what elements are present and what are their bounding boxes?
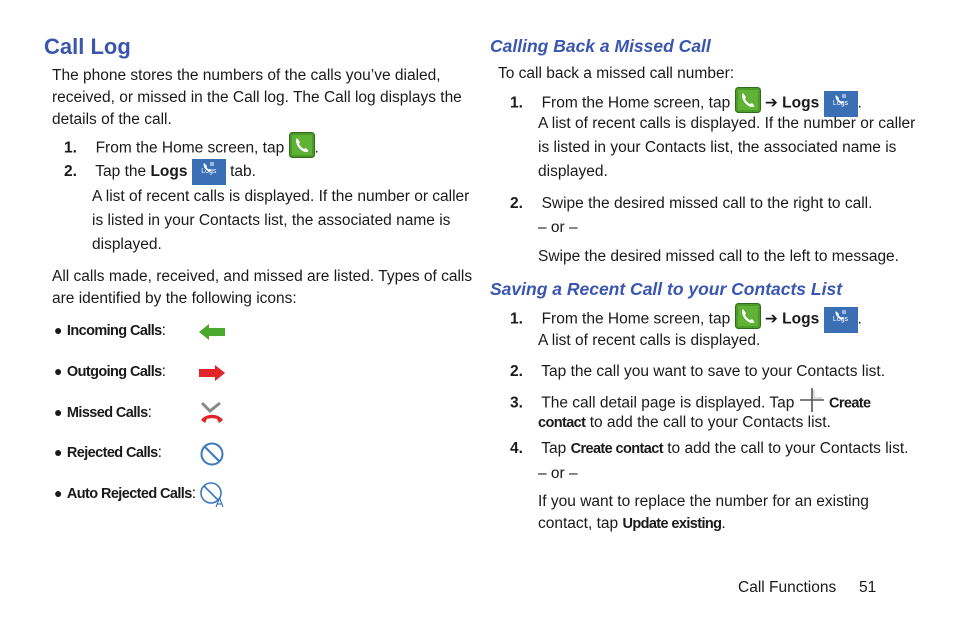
create-label: Create: [828, 395, 871, 412]
step-number: 4.: [510, 440, 523, 457]
left-step-2: [64, 159, 256, 185]
calling-back-intro: To call back a missed call number:: [498, 65, 735, 82]
logs-tab-icon: [824, 307, 858, 333]
logs-label: Logs: [782, 94, 820, 112]
arrow-glyph: ➔: [764, 310, 778, 328]
calling-back-step-2: [510, 193, 872, 215]
paragraph-line: are identified by the following icons:: [52, 290, 297, 307]
section-title-calling-back: Calling Back a Missed Call: [490, 36, 711, 56]
step-text-end: .: [857, 310, 862, 328]
icon-type-label: Rejected Calls: [66, 445, 158, 461]
step-number: 3.: [510, 394, 523, 412]
footer-section: Call Functions: [738, 579, 837, 596]
step-text: From the Home screen, tap: [541, 94, 731, 112]
update-existing-label: Update existing: [622, 516, 722, 532]
step-text: Tap the call you want to save to your Contacts list.: [541, 363, 886, 380]
icon-type-label: Missed Calls: [66, 405, 148, 421]
icon-type-label: Outgoing Calls: [66, 364, 162, 380]
desc-line: displayed.: [538, 163, 608, 180]
bullet: ●: [54, 485, 63, 501]
auto-rejected-call-icon: [199, 481, 227, 514]
page-title: Call Log: [44, 34, 131, 59]
saving-step-3-continued: [538, 412, 831, 434]
logs-label: Logs: [782, 310, 820, 328]
desc-line: A list of recent calls is displayed. If the number or caller: [92, 188, 470, 205]
logs-icon-label: Logs: [832, 315, 849, 323]
icon-type-label: Auto Rejected Calls: [66, 486, 192, 502]
page-number: 51: [859, 579, 877, 596]
bullet: ●: [54, 404, 63, 420]
left-step-2-description: [92, 185, 469, 257]
step-text: The call detail page is displayed. Tap: [541, 394, 795, 412]
step-text: From the Home screen, tap: [541, 310, 731, 328]
step-text: Swipe the desired missed call to the right to call.: [541, 195, 873, 212]
arrow-glyph: ➔: [764, 94, 778, 112]
logs-icon-label: Logs: [832, 99, 849, 107]
step-number: 1.: [64, 139, 77, 157]
step-text: Tap the: [95, 163, 147, 181]
or-separator: – or –: [538, 465, 578, 482]
icon-type-auto-rejected: ● Auto Rejected Calls:: [54, 485, 197, 502]
step-number: 2.: [510, 195, 523, 212]
step-number: 1.: [510, 94, 523, 112]
or-separator: – or –: [538, 219, 578, 236]
section-title-saving: Saving a Recent Call to your Contacts List: [490, 279, 843, 299]
saving-alternative: [538, 491, 869, 535]
step-text: Tap: [541, 440, 567, 457]
saving-step-2: [510, 361, 885, 383]
paragraph-line: All calls made, received, and missed are listed. Types of calls: [52, 268, 473, 285]
intro-line: details of the call.: [52, 111, 172, 128]
icon-type-incoming: ● Incoming Calls:: [54, 322, 166, 339]
step-number: 1.: [510, 310, 523, 328]
all-calls-paragraph: [52, 266, 472, 310]
step-number: 2.: [64, 163, 77, 181]
step-text-end: tab.: [230, 163, 256, 181]
alt-text: contact, tap: [538, 515, 619, 532]
step-text-end: .: [314, 139, 319, 157]
incoming-arrow-icon: [198, 322, 226, 347]
alt-line: If you want to replace the number for an existing: [538, 493, 869, 510]
rejected-call-icon: [199, 441, 225, 472]
phone-app-icon: [289, 132, 315, 165]
icon-type-missed: ● Missed Calls:: [54, 404, 152, 421]
icon-type-outgoing: ● Outgoing Calls:: [54, 363, 166, 380]
logs-icon-label: Logs: [201, 168, 217, 175]
alt-line: [538, 513, 869, 535]
step-text: to add the call to your Contacts list.: [667, 440, 909, 457]
desc-line: A list of recent calls is displayed. If the number or caller: [538, 115, 916, 132]
icon-type-rejected: ● Rejected Calls:: [54, 444, 162, 461]
calling-back-alternative: Swipe the desired missed call to the left to message.: [538, 248, 899, 265]
logs-label: Logs: [150, 163, 188, 181]
step-text: to add the call to your Contacts list.: [589, 414, 831, 431]
step-text-end: .: [857, 94, 862, 112]
desc-line: is listed in your Contacts list, the associated name is: [538, 139, 897, 156]
outgoing-arrow-icon: [198, 363, 226, 388]
logs-tab-icon: [192, 159, 226, 185]
bullet: ●: [54, 444, 63, 460]
calling-back-step-1-description: [538, 112, 915, 184]
step-text: From the Home screen, tap: [95, 139, 285, 157]
intro-paragraph: [52, 65, 462, 131]
icon-type-label: Incoming Calls: [66, 323, 162, 339]
saving-step-1-description: A list of recent calls is displayed.: [538, 332, 761, 349]
intro-line: The phone stores the numbers of the calls you’ve dialed,: [52, 67, 441, 84]
missed-call-icon: [198, 400, 226, 431]
bullet: ●: [54, 363, 63, 379]
contact-label: contact: [538, 415, 586, 431]
create-contact-label: Create contact: [570, 441, 663, 457]
bullet: ●: [54, 322, 63, 338]
step-number: 2.: [510, 363, 523, 380]
desc-line: is listed in your Contacts list, the associated name is: [92, 212, 451, 229]
saving-step-4: [510, 438, 908, 460]
intro-line: received, or missed in the Call log. The Call log displays the: [52, 89, 462, 106]
desc-line: displayed.: [92, 236, 162, 253]
alt-end: .: [721, 515, 726, 532]
